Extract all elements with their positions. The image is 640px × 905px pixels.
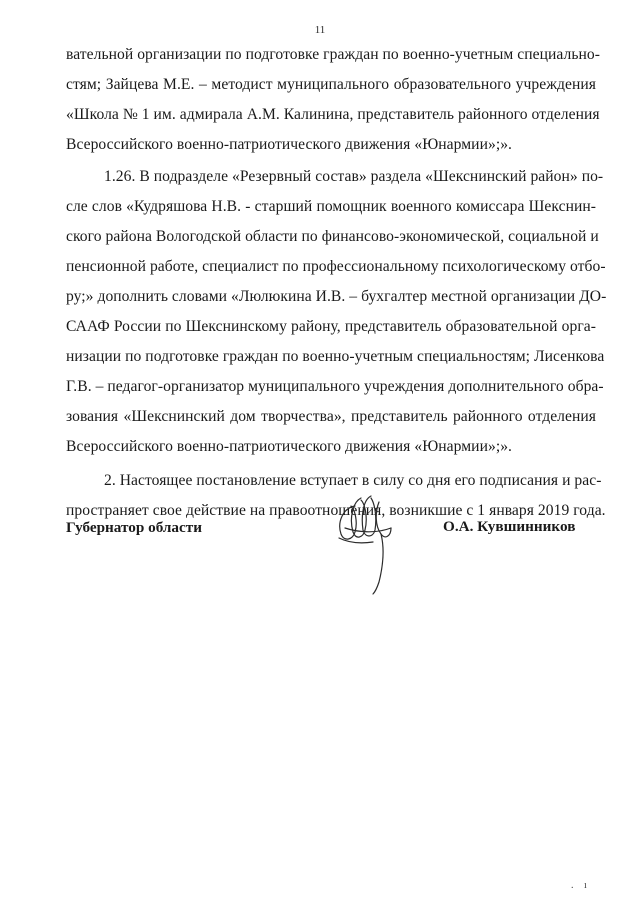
document-body	[66, 40, 607, 526]
text-line: вательной организации по подготовке граждан по военно-учетным специально-	[66, 46, 600, 63]
paragraph-1	[66, 40, 600, 160]
text-line: ру;» дополнить словами «Люлюкина И.В. – бухгалтер местной организации ДО-	[66, 288, 607, 305]
text-line: низации по подготовке граждан по военно-учетным специальностям; Лисенкова	[66, 348, 605, 365]
signatory-name: О.А. Кувшинников	[443, 518, 576, 535]
text-line: стям; Зайцева М.Е. – методист муниципального образовательного учреждения	[66, 76, 596, 93]
text-line: сле слов «Кудряшова Н.В. - старший помощник военного комиссара Шекснин-	[66, 198, 596, 215]
text-line: ского района Вологодской области по финансово-экономической, социальной и	[66, 228, 599, 245]
text-line: Г.В. – педагог-организатор муниципального учреждения дополнительного обра-	[66, 378, 604, 395]
scan-marks: . ı	[571, 880, 591, 891]
text-line: Всероссийского военно-патриотического движения «Юнармии»;».	[66, 438, 512, 455]
text-line: 2. Настоящее постановление вступает в силу со дня его подписания и рас-	[104, 472, 602, 489]
text-line: СААФ России по Шекснинскому району, представитель образовательной орга-	[66, 318, 596, 335]
text-line: 1.26. В подразделе «Резервный состав» раздела «Шекснинский район» по-	[104, 168, 604, 185]
text-line: Всероссийского военно-патриотического движения «Юнармии»;».	[66, 136, 512, 153]
signatory-title: Губернатор области	[66, 519, 202, 536]
paragraph-2	[66, 162, 607, 462]
handwritten-signature	[325, 488, 405, 598]
text-line: пространяет свое действие на правоотношения, возникшие с 1 января 2019 года.	[66, 502, 606, 519]
text-line: «Школа № 1 им. адмирала А.М. Калинина, представитель районного отделения	[66, 106, 600, 123]
text-line: пенсионной работе, специалист по профессиональному психологическому отбо-	[66, 258, 606, 275]
text-line: зования «Шекснинский дом творчества», представитель районного отделения	[66, 408, 596, 425]
page-number: 11	[314, 24, 326, 36]
